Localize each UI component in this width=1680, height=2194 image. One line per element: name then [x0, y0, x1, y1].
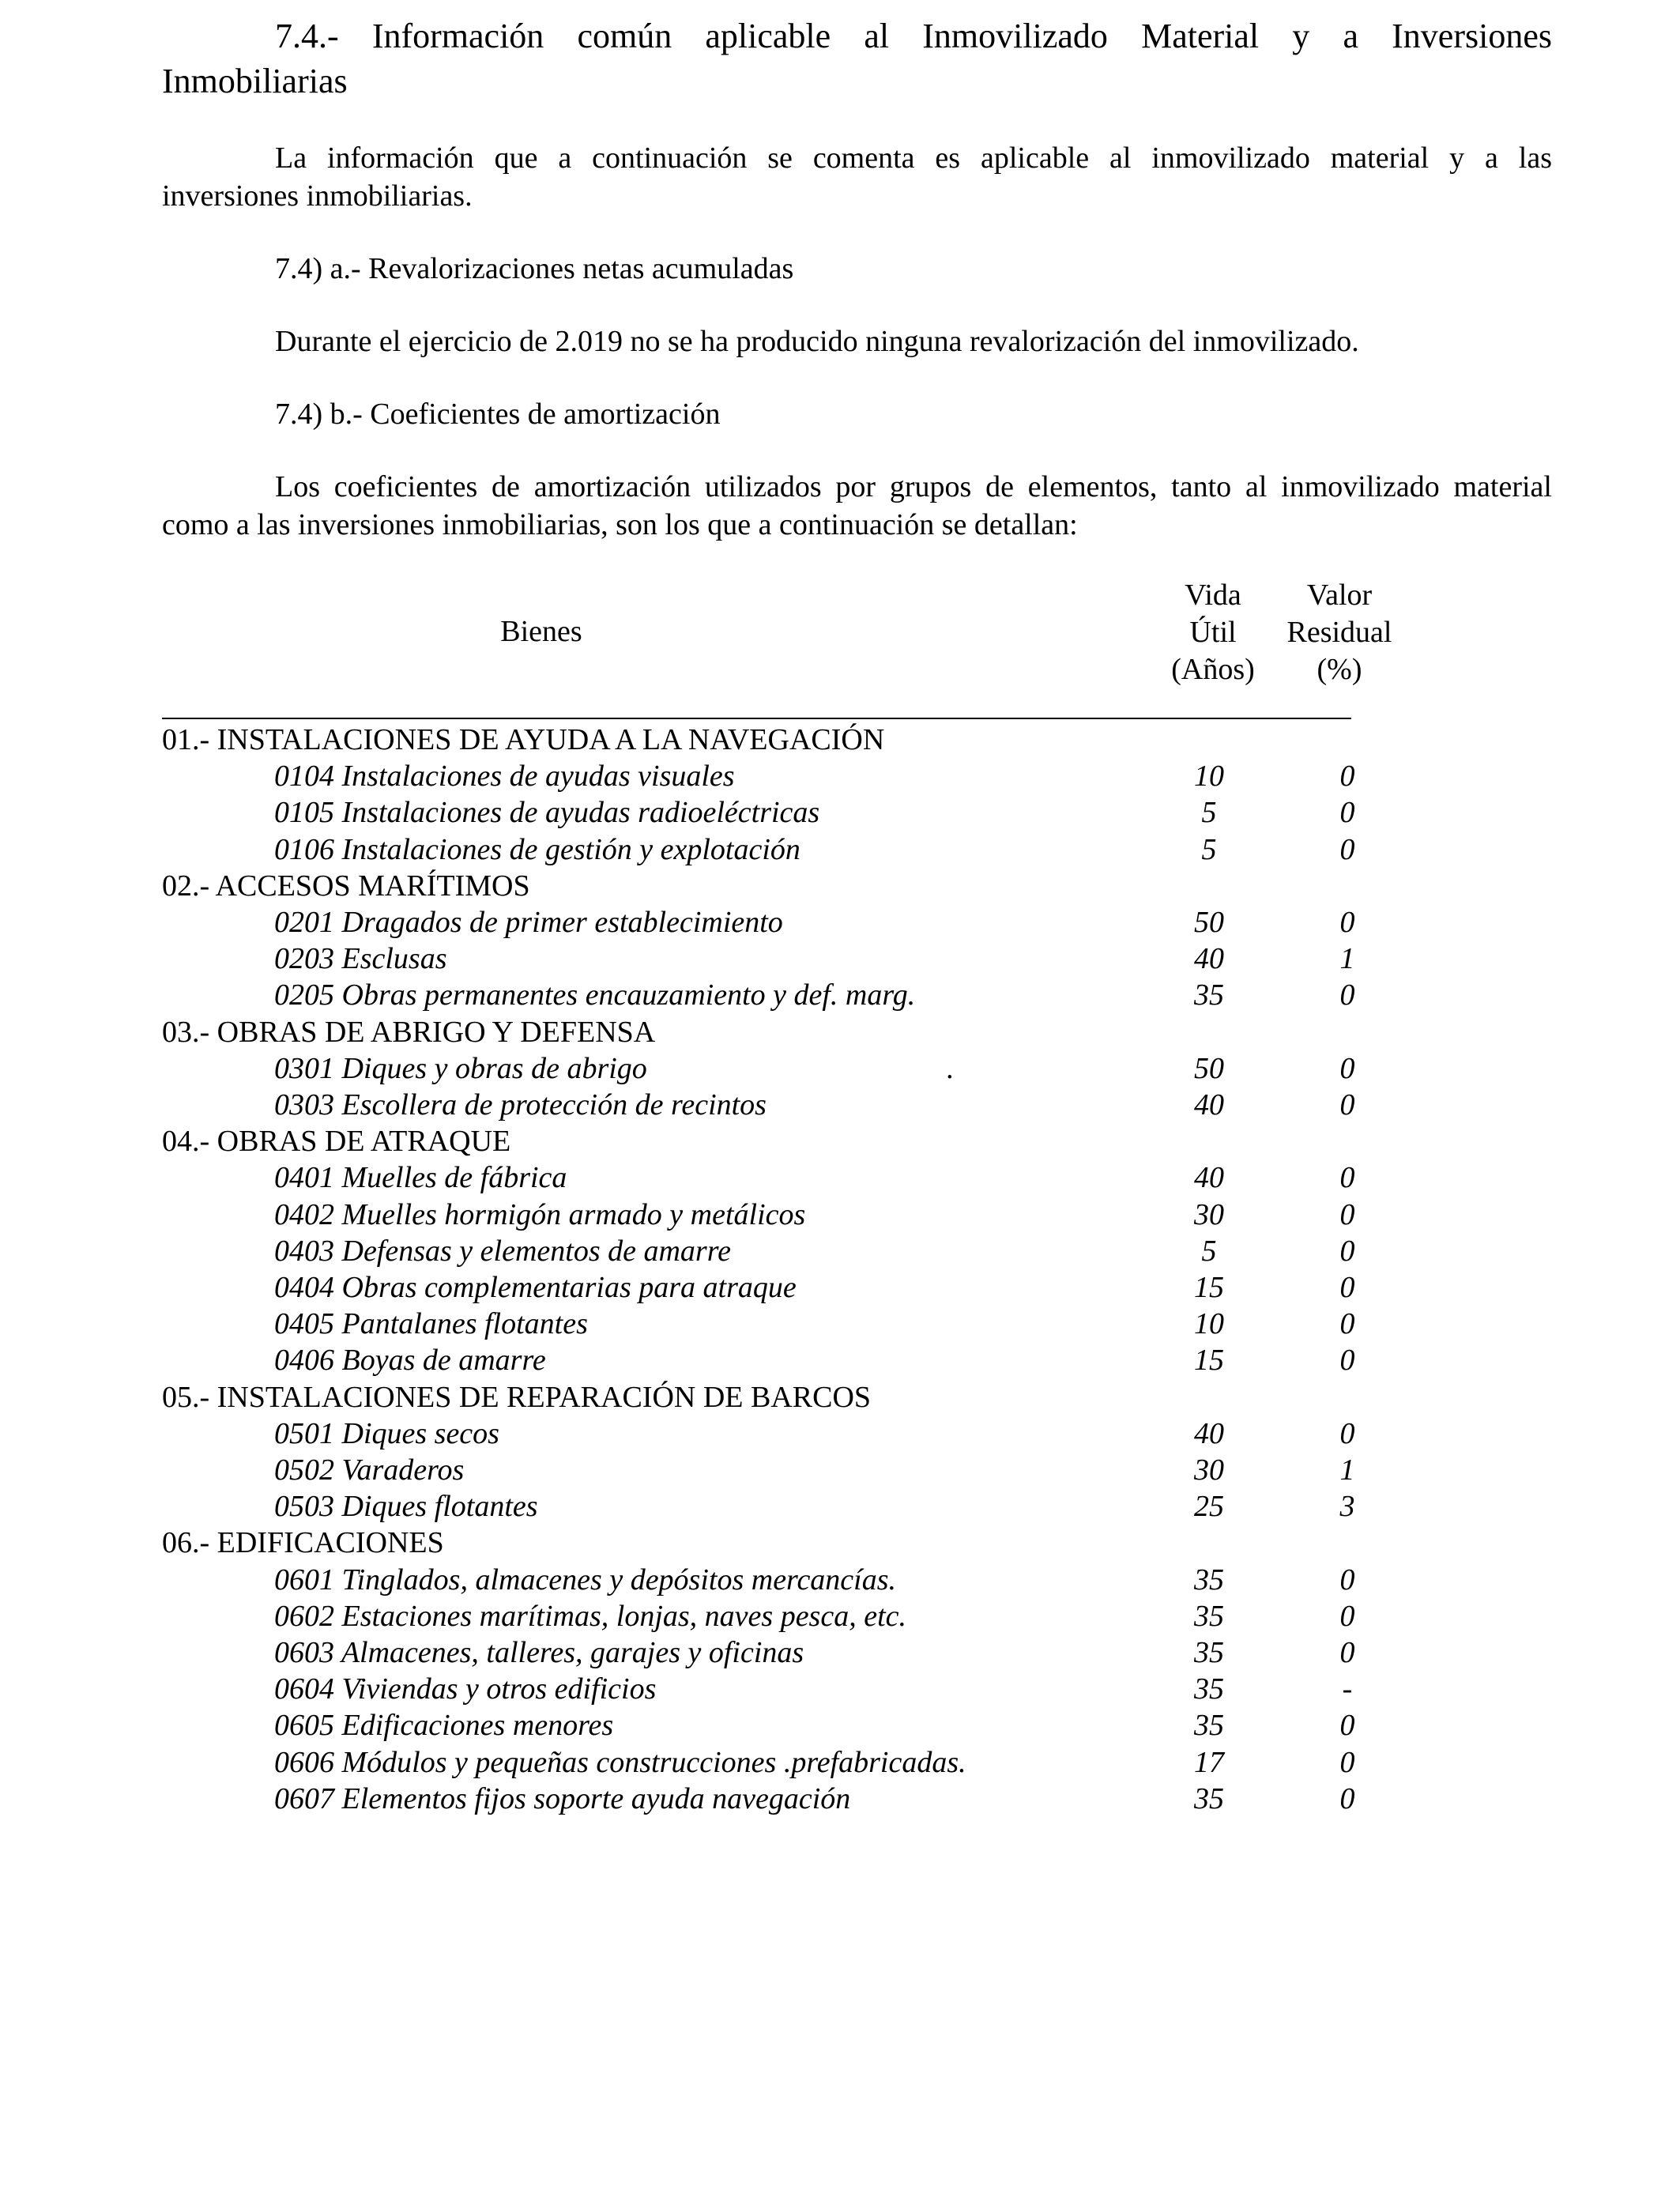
item-useful-life: 40 [1194, 1088, 1224, 1122]
item-label: 0203 Esclusas [274, 942, 447, 976]
item-useful-life: 35 [1194, 1709, 1224, 1743]
item-residual-value: 0 [1339, 1599, 1355, 1633]
item-useful-life: 30 [1194, 1197, 1224, 1231]
item-residual-value: 0 [1339, 1745, 1355, 1779]
item-useful-life: 15 [1194, 1344, 1224, 1378]
item-label: 0607 Elementos fijos soporte ayuda navegación [274, 1781, 851, 1815]
item-label: 0501 Diques secos [274, 1416, 499, 1450]
item-label: 0605 Edificaciones menores [274, 1709, 614, 1743]
item-useful-life: 50 [1194, 906, 1224, 939]
subsection-a-title: 7.4) a.- Revalorizaciones netas acumuladas [275, 252, 794, 285]
stray-dot: . [947, 1051, 955, 1085]
group-title: 06.- EDIFICACIONES [162, 1526, 444, 1560]
item-useful-life: 35 [1194, 978, 1224, 1012]
group-title: 05.- INSTALACIONES DE REPARACIÓN DE BARCOS [162, 1380, 872, 1414]
item-label: 0502 Varaderos [274, 1453, 465, 1487]
item-label: 0604 Viviendas y otros edificios [274, 1672, 657, 1706]
item-useful-life: 35 [1194, 1599, 1224, 1633]
item-useful-life: 17 [1194, 1745, 1224, 1779]
item-useful-life: 35 [1194, 1636, 1224, 1669]
header-valor-line3: (%) [1317, 653, 1362, 686]
item-residual-value: 1 [1339, 1453, 1355, 1487]
item-residual-value: 0 [1339, 1197, 1355, 1231]
item-label: 0303 Escollera de protección de recintos [274, 1088, 767, 1122]
group-title: 01.- INSTALACIONES DE AYUDA A LA NAVEGACIÓN [162, 723, 885, 756]
item-useful-life: 40 [1194, 1416, 1224, 1450]
item-useful-life: 30 [1194, 1453, 1224, 1487]
item-residual-value: 0 [1339, 1563, 1355, 1596]
item-residual-value: 0 [1339, 906, 1355, 939]
item-label: 0205 Obras permanentes encauzamiento y def. marg. [274, 978, 916, 1012]
item-label: 0201 Dragados de primer establecimiento [274, 906, 783, 939]
item-useful-life: 40 [1194, 942, 1224, 976]
item-label: 0301 Diques y obras de abrigo [274, 1051, 647, 1085]
item-residual-value: 0 [1339, 760, 1355, 794]
item-label: 0602 Estaciones marítimas, lonjas, naves pesca, etc. [274, 1599, 907, 1633]
intro-paragraph-line2: inversiones inmobiliarias. [162, 179, 473, 213]
group-title: 02.- ACCESOS MARÍTIMOS [162, 869, 530, 903]
section-heading: 7.4.- Información común aplicable al Inmovilizado Material y a Inversiones [275, 17, 1552, 55]
header-vida-line2: Útil [1189, 616, 1237, 649]
item-useful-life: 5 [1201, 1234, 1217, 1268]
intro-paragraph-line1: La información que a continuación se comenta es aplicable al inmovilizado material y a las [275, 141, 1552, 175]
item-useful-life: 40 [1194, 1161, 1224, 1195]
subsection-a-text: Durante el ejercicio de 2.019 no se ha producido ninguna revalorización del inmovilizado. [275, 325, 1359, 358]
item-residual-value: 0 [1339, 1161, 1355, 1195]
item-label: 0404 Obras complementarias para atraque [274, 1271, 797, 1304]
subsection-b-text-line1: Los coeficientes de amortización utilizados por grupos de elementos, tanto al inmovilizado material [275, 470, 1552, 503]
item-residual-value: 3 [1339, 1490, 1355, 1524]
subsection-b-title: 7.4) b.- Coeficientes de amortización [275, 398, 721, 431]
item-label: 0406 Boyas de amarre [274, 1344, 546, 1378]
item-residual-value: 0 [1339, 1416, 1355, 1450]
item-label: 0401 Muelles de fábrica [274, 1161, 567, 1195]
subsection-b-text-line2: como a las inversiones inmobiliarias, son los que a continuación se detallan: [162, 508, 1078, 541]
header-valor-line1: Valor [1306, 579, 1373, 612]
item-label: 0601 Tinglados, almacenes y depósitos mercancías. [274, 1563, 897, 1596]
item-useful-life: 15 [1194, 1271, 1224, 1304]
item-residual-value: 0 [1339, 1051, 1355, 1085]
item-residual-value: 0 [1339, 1344, 1355, 1378]
header-vida-line3: (Años) [1171, 653, 1255, 686]
item-label: 0603 Almacenes, talleres, garajes y oficinas [274, 1636, 804, 1669]
item-residual-value: 0 [1339, 1088, 1355, 1122]
header-vida-line1: Vida [1185, 579, 1241, 612]
item-label: 0405 Pantalanes flotantes [274, 1307, 588, 1341]
item-label: 0403 Defensas y elementos de amarre [274, 1234, 731, 1268]
item-residual-value: 0 [1339, 832, 1355, 866]
group-title: 03.- OBRAS DE ABRIGO Y DEFENSA [162, 1015, 656, 1049]
item-label: 0104 Instalaciones de ayudas visuales [274, 760, 735, 794]
section-heading-continued: Inmobiliarias [162, 62, 348, 100]
item-label: 0105 Instalaciones de ayudas radioeléctricas [274, 796, 820, 830]
item-useful-life: 25 [1194, 1490, 1224, 1524]
header-bienes: Bienes [500, 615, 582, 648]
item-residual-value: 0 [1339, 1234, 1355, 1268]
item-residual-value: 1 [1339, 942, 1355, 976]
item-residual-value: 0 [1339, 978, 1355, 1012]
group-title: 04.- OBRAS DE ATRAQUE [162, 1125, 511, 1159]
item-residual-value: 0 [1339, 1781, 1355, 1815]
item-residual-value: 0 [1339, 1307, 1355, 1341]
item-useful-life: 35 [1194, 1563, 1224, 1596]
item-residual-value: - [1342, 1672, 1353, 1706]
item-residual-value: 0 [1339, 1271, 1355, 1304]
item-label: 0606 Módulos y pequeñas construcciones .prefabricadas. [274, 1745, 966, 1779]
item-residual-value: 0 [1339, 1636, 1355, 1669]
item-residual-value: 0 [1339, 1709, 1355, 1743]
item-label: 0402 Muelles hormigón armado y metálicos [274, 1197, 806, 1231]
header-rule [162, 718, 1351, 719]
item-label: 0503 Diques flotantes [274, 1490, 538, 1524]
item-useful-life: 10 [1194, 760, 1224, 794]
item-residual-value: 0 [1339, 796, 1355, 830]
item-useful-life: 50 [1194, 1051, 1224, 1085]
item-useful-life: 35 [1194, 1781, 1224, 1815]
item-useful-life: 5 [1201, 832, 1217, 866]
item-useful-life: 10 [1194, 1307, 1224, 1341]
item-label: 0106 Instalaciones de gestión y explotación [274, 832, 800, 866]
header-valor-line2: Residual [1286, 616, 1392, 649]
item-useful-life: 5 [1201, 796, 1217, 830]
item-useful-life: 35 [1194, 1672, 1224, 1706]
